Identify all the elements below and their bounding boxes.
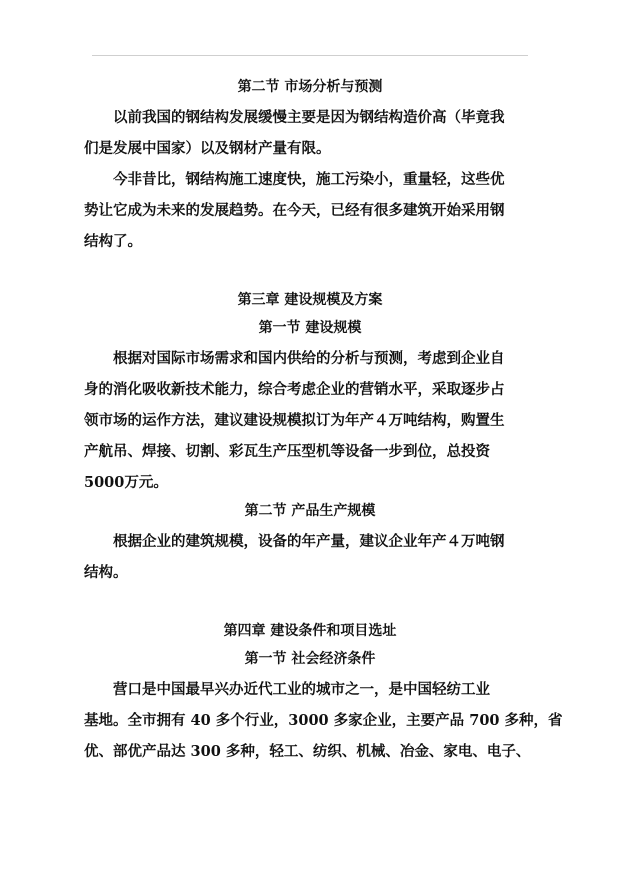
section-heading-construction-scale: 第一节 建设规模 xyxy=(258,320,362,336)
text-line: 们是发展中国家）以及钢材产量有限。 xyxy=(84,140,331,157)
text-line: 根据企业的建筑规模，设备的年产量，建议企业年产４万吨钢 xyxy=(113,533,505,550)
text-line: 产航吊、焊接、切割、彩瓦生产压型机等设备一步到位，总投资 xyxy=(84,443,490,460)
text-line: 今非昔比，钢结构施工速度快，施工污染小，重量轻，这些优 xyxy=(113,171,505,188)
section-heading-market-analysis: 第二节 市场分析与预测 xyxy=(237,79,383,95)
text-line: 领市场的运作方法，建议建设规模拟订为年产４万吨结构，购置生 xyxy=(84,412,505,429)
chapter-heading-construction-scale: 第三章 建设规模及方案 xyxy=(237,292,383,308)
text-line: 结构了。 xyxy=(84,233,142,250)
chapter-heading-site-selection: 第四章 建设条件和项目选址 xyxy=(223,623,397,639)
text-line: 5000万元。 xyxy=(84,474,168,491)
text-line: 结构。 xyxy=(84,564,128,581)
paragraph-yingkou xyxy=(84,674,563,767)
text-line: 以前我国的钢结构发展缓慢主要是因为钢结构造价高（毕竟我 xyxy=(113,109,505,126)
text-line: 优、部优产品达 300 多种，轻工、纺织、机械、冶金、家电、电子、 xyxy=(84,743,531,760)
text-line: 根据对国际市场需求和国内供给的分析与预测，考虑到企业自 xyxy=(113,350,505,367)
paragraph-production-scale xyxy=(84,526,536,588)
paragraph-steel-history xyxy=(84,102,536,164)
document-body xyxy=(84,78,563,767)
header-rule xyxy=(92,55,528,56)
text-line: 营口是中国最早兴办近代工业的城市之一，是中国轻纺工业 xyxy=(113,681,490,698)
text-line: 基地。全市拥有 40 多个行业，3000 多家企业，主要产品 700 多种，省 xyxy=(84,712,563,729)
paragraph-construction-scale xyxy=(84,343,536,498)
paragraph-steel-trend xyxy=(84,164,536,257)
section-heading-socioeconomic: 第一节 社会经济条件 xyxy=(244,651,376,667)
text-line: 身的消化吸收新技术能力，综合考虑企业的营销水平，采取逐步占 xyxy=(84,381,505,398)
section-heading-production-scale: 第二节 产品生产规模 xyxy=(244,503,376,519)
text-line: 势让它成为未来的发展趋势。在今天，已经有很多建筑开始采用钢 xyxy=(84,202,505,219)
